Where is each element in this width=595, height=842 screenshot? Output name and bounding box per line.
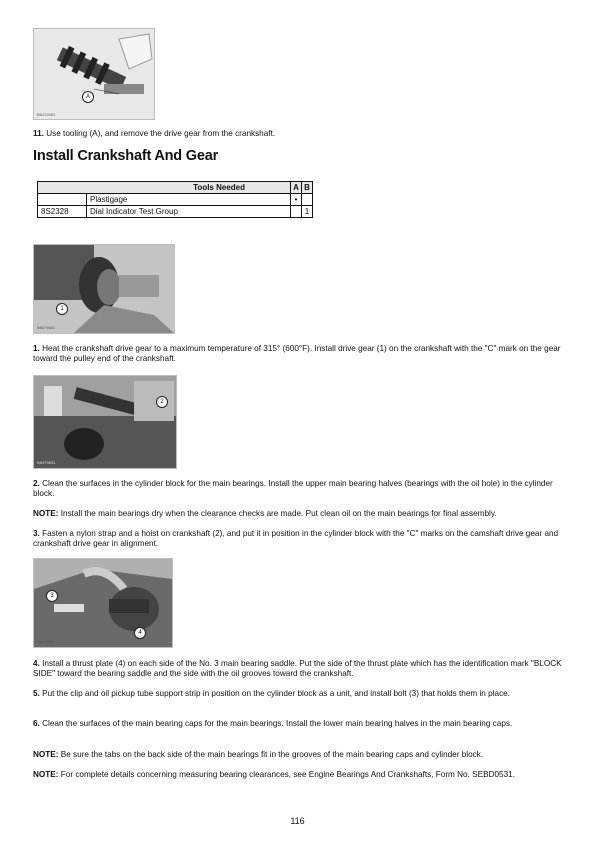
callout-4: 4 [134,627,146,639]
page-number: 116 [290,816,305,826]
step-number: 11. [33,129,44,138]
step-6 [33,719,563,729]
table-header-row [38,182,313,194]
col-b-header: B [302,182,313,194]
step-number: 6. [33,719,40,728]
photo-remove-drive-gear [33,28,155,120]
note-label: NOTE: [33,509,59,518]
step-number: 4. [33,659,40,668]
part-number-cell [38,194,87,206]
tools-needed-table [37,181,313,218]
description-cell: Dial Indicator Test Group [87,206,291,218]
note-label: NOTE: [33,770,59,779]
note-3 [33,770,563,780]
col-b-cell [302,194,313,206]
step-2 [33,479,563,500]
step-1 [33,344,563,365]
step-11 [33,129,563,139]
col-a-cell [291,206,302,218]
photo-id: B6479831 [37,639,56,644]
note-2 [33,750,563,760]
section-title: Install Crankshaft And Gear [33,148,219,164]
step-number: 5. [33,689,40,698]
photo-crankshaft-in-block [33,375,177,469]
note-text: Install the main bearings dry when the clearance checks are made. Put clean oil on the main bearings for final assembly. [58,509,497,518]
description-cell: Plastigage [87,194,291,206]
step-number: 2. [33,479,40,488]
step-text: Heat the crankshaft drive gear to a maximum temperature of 315° (600°F). Install drive gear (1) on the crankshaft with the "C" mark on the gear toward the pulley end of the crankshaft. [33,344,561,364]
step-3 [33,529,563,550]
photo-thrust-plate [33,558,173,648]
step-text: Fasten a nylon strap and a hoist on crankshaft (2), and put it in position in the cylinder block with the "C" marks on the camshaft drive gear and crankshaft drive gear in alignment. [33,529,559,549]
photo-install-drive-gear [33,244,175,334]
callout-a: A [82,91,94,103]
callout-3: 3 [46,590,58,602]
tools-needed-header: Tools Needed [38,182,291,194]
note-text: For complete details concerning measuring bearing clearances, see Engine Bearings And Crankshafts, Form No. SEBD0531. [58,770,515,779]
photo-id: B6479081 [37,112,56,117]
callout-2: 2 [156,396,168,408]
step-5 [33,689,563,699]
note-label: NOTE: [33,750,59,759]
col-b-cell: 1 [302,206,313,218]
step-text: Install a thrust plate (4) on each side of the No. 3 main bearing saddle. Put the side of the thrust plate which has the identification mark "BLOCK SIDE" toward the bearing saddle and the side with the oil grooves toward the crankshaft. [33,659,562,679]
table-row [38,194,313,206]
step-4 [33,659,563,680]
step-text: Use tooling (A), and remove the drive gear from the crankshaft. [43,129,276,138]
col-a-header: A [291,182,302,194]
callout-1: 1 [56,303,68,315]
table-row [38,206,313,218]
photo-id: B6479831 [37,325,56,330]
step-text: Clean the surfaces in the cylinder block for the main bearings. Install the upper main bearing halves (bearings with the oil hole) in the cylinder block. [33,479,553,499]
note-text: Be sure the tabs on the back side of the main bearings fit in the grooves of the main bearing caps and cylinder block. [58,750,484,759]
part-number-cell: 8S2328 [38,206,87,218]
step-number: 1. [33,344,40,353]
step-number: 3. [33,529,40,538]
step-text: Put the clip and oil pickup tube support strip in position on the cylinder block as a unit, and install bolt (3) that holds them in place. [39,689,510,698]
note-1 [33,509,563,519]
step-text: Clean the surfaces of the main bearing caps for the main bearings. Install the lower main bearing halves in the main bearing caps. [39,719,513,728]
col-a-cell: • [291,194,302,206]
photo-id: B6479831 [37,460,56,465]
